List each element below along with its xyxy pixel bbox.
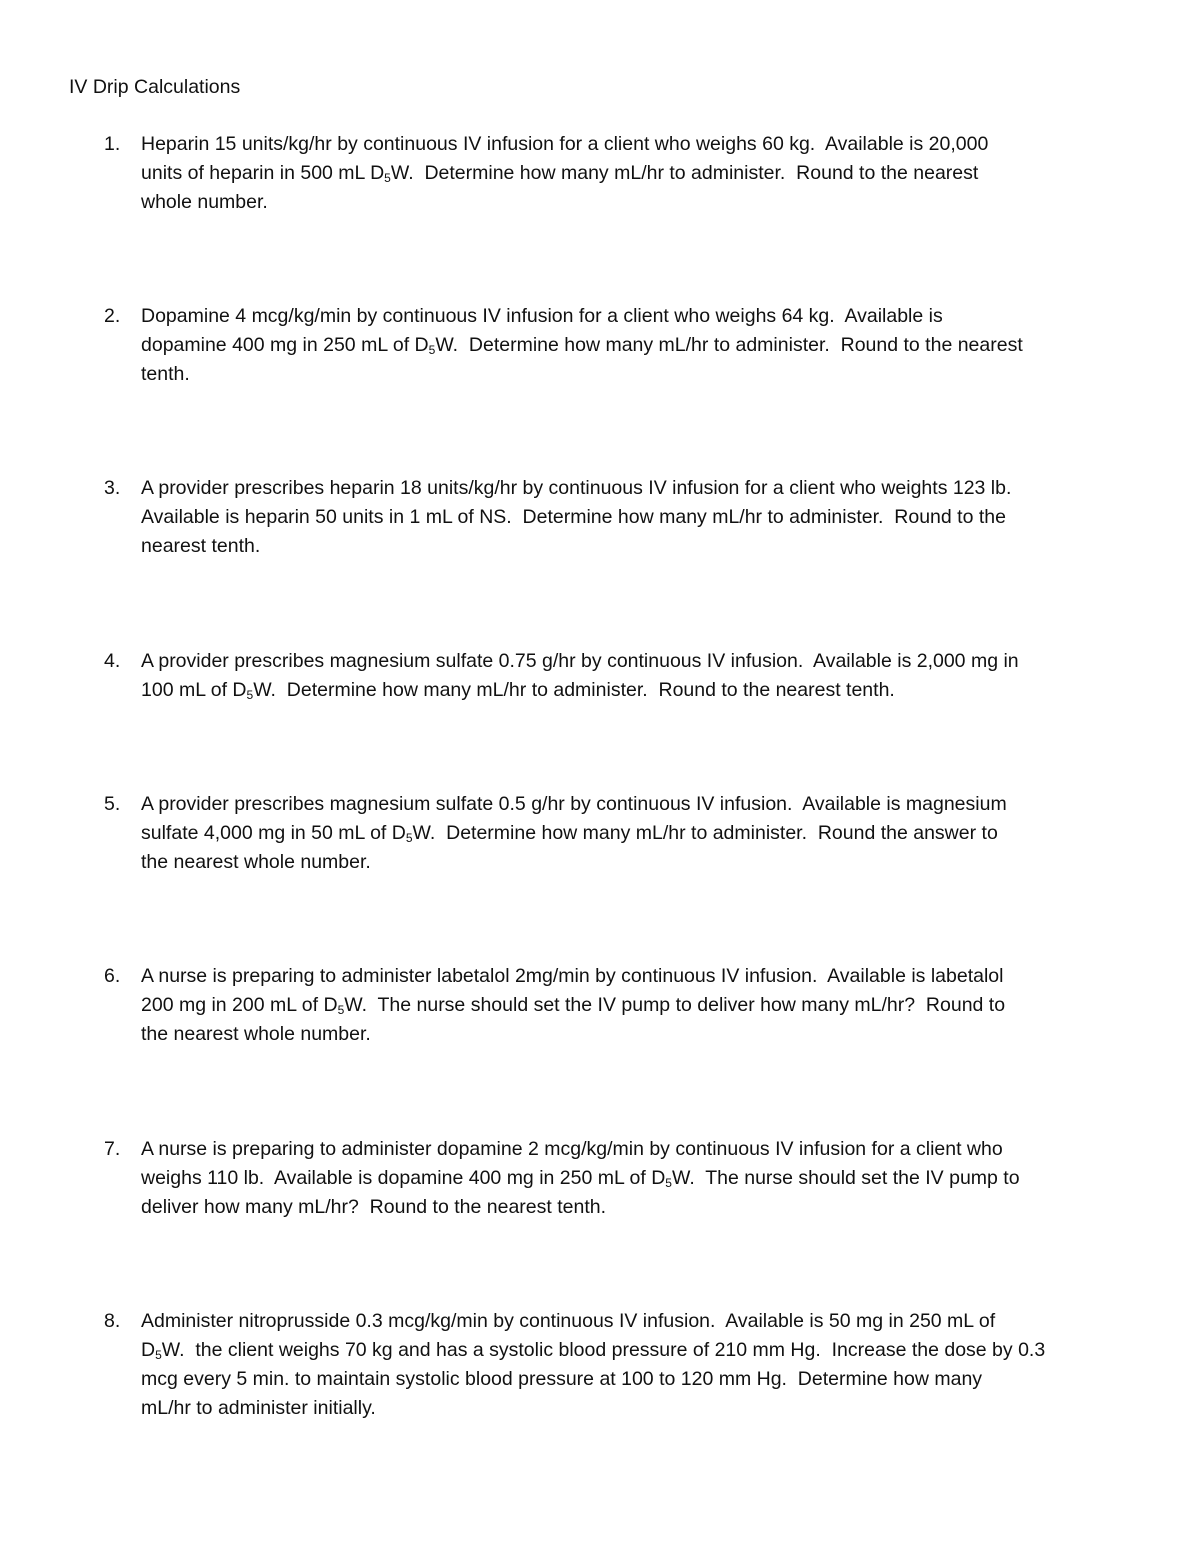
question-line: mL/hr to administer initially. [141, 1397, 376, 1419]
question-line: mcg every 5 min. to maintain systolic blood pressure at 100 to 120 mm Hg. Determine how many [141, 1368, 983, 1390]
subscript: 5 [337, 1003, 345, 1017]
question-text [141, 1135, 1134, 1222]
subscript: 5 [246, 688, 254, 702]
question-line: Heparin 15 units/kg/hr by continuous IV infusion for a client who weighs 60 kg. Available is 20,000 [141, 133, 989, 155]
question-line: A provider prescribes heparin 18 units/kg/hr by continuous IV infusion for a client who weights 123 lb. [141, 477, 1012, 499]
question-text [141, 474, 1134, 561]
question-number: 7. [104, 1138, 121, 1160]
subscript: 5 [665, 1176, 672, 1190]
subscript: 5 [405, 831, 413, 845]
question-text [141, 130, 1134, 217]
question-number: 2. [104, 305, 121, 327]
question-line: the nearest whole number. [141, 851, 371, 873]
subscript: 5 [384, 171, 391, 185]
question-number: 6. [104, 965, 121, 987]
question-line: units of heparin in 500 mL $D_5W$. Determine how many mL/hr to administer. Round to the nearest [141, 162, 979, 185]
question-text [141, 962, 1134, 1049]
question-number: 4. [104, 650, 121, 672]
question-number: 1. [104, 133, 121, 155]
question-number: 3. [104, 477, 121, 499]
question-text [141, 647, 1134, 705]
question-line: A provider prescribes magnesium sulfate 0.75 g/hr by continuous IV infusion. Available is 2,000 mg in [141, 650, 1019, 672]
question-line: nearest tenth. [141, 535, 261, 557]
question-line: sulfate 4,000 mg in 50 mL of $D_5W$. Determine how many mL/hr to administer. Round the answer to [141, 822, 998, 845]
question-item [104, 1135, 1134, 1222]
question-item [104, 1307, 1134, 1423]
question-line: 200 mg in 200 mL of $D_5W$. The nurse should set the IV pump to deliver how many mL/hr? Round to [141, 994, 1006, 1017]
question-line: A nurse is preparing to administer labetalol 2mg/min by continuous IV infusion. Available is labetalol [141, 965, 1004, 987]
subscript: 5 [155, 1348, 162, 1362]
question-line: A nurse is preparing to administer dopamine 2 mcg/kg/min by continuous IV infusion for a client who [141, 1138, 1003, 1160]
question-item [104, 647, 1134, 705]
question-text [141, 1307, 1134, 1423]
question-text [141, 302, 1134, 389]
question-line: Dopamine 4 mcg/kg/min by continuous IV infusion for a client who weighs 64 kg. Available is [141, 305, 943, 327]
question-line: tenth. [141, 363, 190, 385]
question-line: deliver how many mL/hr? Round to the nearest tenth. [141, 1196, 607, 1218]
question-line: 100 mL of $D_5W$. Determine how many mL/hr to administer. Round to the nearest tenth. [141, 679, 895, 702]
question-number: 8. [104, 1310, 121, 1332]
question-line: whole number. [141, 191, 268, 213]
question-line: A provider prescribes magnesium sulfate 0.5 g/hr by continuous IV infusion. Available is magnesium [141, 793, 1007, 815]
question-item [104, 962, 1134, 1049]
question-line: the nearest whole number. [141, 1023, 371, 1045]
question-line: dopamine 400 mg in 250 mL of $D_5W$. Determine how many mL/hr to administer. Round to the nearest [141, 334, 1023, 357]
question-item [104, 302, 1134, 389]
question-line: Administer nitroprusside 0.3 mcg/kg/min by continuous IV infusion. Available is 50 mg in 250 mL of [141, 1310, 996, 1332]
document-title: IV Drip Calculations [69, 76, 241, 98]
question-line: $D_5W$. the client weighs 70 kg and has a systolic blood pressure of 210 mm Hg. Increase the dose by 0.3 [141, 1339, 1046, 1362]
question-item [104, 130, 1134, 217]
question-text [141, 790, 1134, 877]
subscript: 5 [428, 343, 436, 357]
question-line: weighs 110 lb. Available is dopamine 400 mg in 250 mL of $D_5W$. The nurse should set the IV pump to [141, 1167, 1020, 1190]
question-item [104, 790, 1134, 877]
question-line: Available is heparin 50 units in 1 mL of NS. Determine how many mL/hr to administer. Round to the [141, 506, 1006, 528]
question-item [104, 474, 1134, 561]
question-number: 5. [104, 793, 121, 815]
